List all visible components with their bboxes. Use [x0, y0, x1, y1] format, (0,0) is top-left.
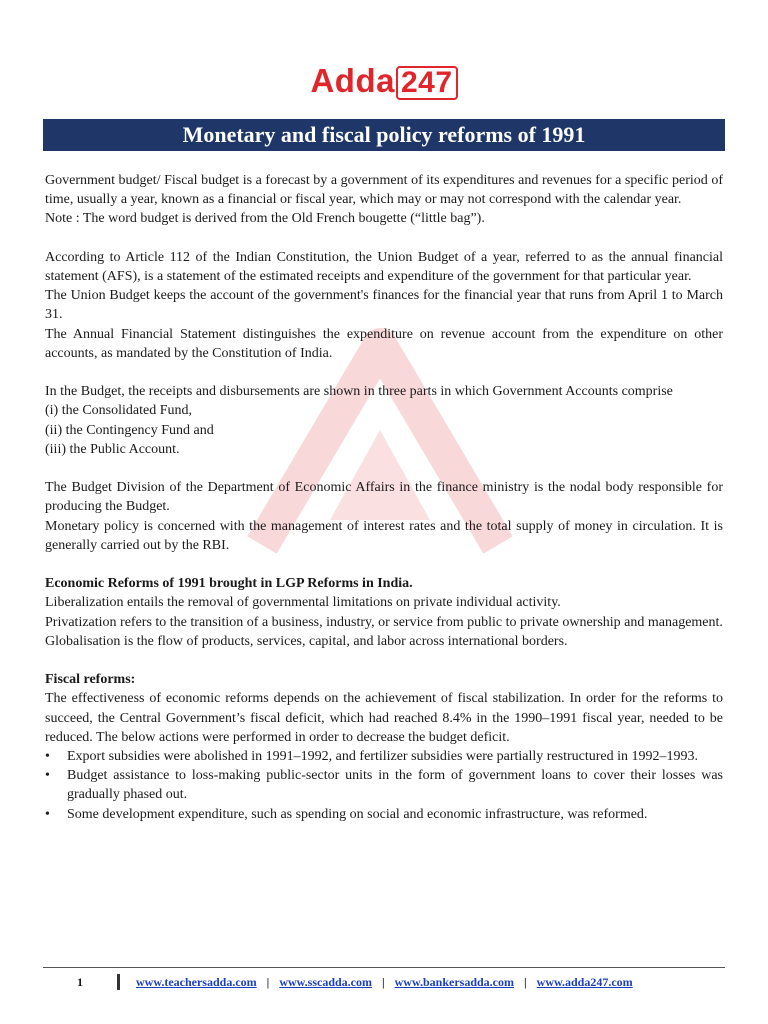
- document-body: [45, 171, 723, 824]
- page-title: Monetary and fiscal policy reforms of 1991: [43, 119, 725, 151]
- paragraph: (ii) the Contingency Fund and: [45, 422, 214, 438]
- paragraph: The Union Budget keeps the account of the government's finances for the financial year that runs from April 1 to March 31.: [45, 288, 723, 323]
- list-item: • Budget assistance to loss-making public-sector units in the form of government loans to cover their losses was gradually phased out.: [45, 766, 723, 804]
- footer-link-bankersadda[interactable]: www.bankersadda.com: [394, 974, 514, 989]
- logo-text: Adda: [310, 62, 395, 99]
- footer-divider: [43, 967, 725, 968]
- footer-link-teachersadda[interactable]: www.teachersadda.com: [136, 974, 257, 989]
- paragraph: Monetary policy is concerned with the management of interest rates and the total supply of money in circulation. It is generally carried out by the RBI.: [45, 518, 723, 553]
- adda247-logo: [0, 62, 768, 100]
- paragraph: Liberalization entails the removal of governmental limitations on private individual activity.: [45, 595, 561, 611]
- paragraph: In the Budget, the receipts and disbursements are shown in three parts in which Government Accounts comprise: [45, 384, 673, 400]
- section-heading: Economic Reforms of 1991 brought in LGP Reforms in India.: [45, 576, 413, 592]
- paragraph: (i) the Consolidated Fund,: [45, 403, 192, 419]
- section-heading: Fiscal reforms:: [45, 672, 136, 688]
- logo-number: 247: [396, 66, 458, 100]
- footer-separator: |: [524, 974, 527, 989]
- footer-separator: |: [381, 974, 385, 989]
- footer-separator: |: [266, 974, 270, 989]
- footer-link-sscadda[interactable]: www.sscadda.com: [279, 974, 372, 989]
- footer-bar: [117, 974, 120, 990]
- paragraph: The Annual Financial Statement distinguishes the expenditure on revenue account from the expenditure on other accounts, as mandated by the Constitution of India.: [45, 326, 723, 361]
- paragraph: The Budget Division of the Department of Economic Affairs in the finance ministry is the nodal body responsible for producing the Budget.: [45, 480, 723, 515]
- page-number: 1: [77, 974, 83, 989]
- list-item: • Some development expenditure, such as spending on social and economic infrastructure, was reformed.: [45, 805, 723, 824]
- footer-link-adda247[interactable]: www.adda247.com: [536, 974, 633, 989]
- paragraph: Government budget/ Fiscal budget is a forecast by a government of its expenditures and revenues for a specific period of time, usually a year, known as a financial or fiscal year, which may or may not correspond with the calendar year.: [45, 173, 723, 208]
- list-item: • Export subsidies were abolished in 1991–1992, and fertilizer subsidies were partially restructured in 1992–1993.: [45, 747, 723, 766]
- paragraph: Globalisation is the flow of products, services, capital, and labor across international borders.: [45, 633, 568, 649]
- paragraph: Privatization refers to the transition of a business, industry, or service from public to private ownership and management.: [45, 614, 723, 630]
- paragraph: Note : The word budget is derived from the Old French bougette (“little bag”).: [45, 211, 485, 227]
- paragraph: According to Article 112 of the Indian Constitution, the Union Budget of a year, referred to as the annual financial statement (AFS), is a statement of the estimated receipts and expenditure of the government for that particular year.: [45, 249, 723, 284]
- bullet-list: [45, 747, 723, 824]
- footer: [43, 973, 725, 991]
- paragraph: (iii) the Public Account.: [45, 441, 180, 457]
- paragraph: The effectiveness of economic reforms depends on the achievement of fiscal stabilization. In order for the reforms to succeed, the Central Government’s fiscal deficit, which had reached 8.4% in the 1990–1991 fiscal year, needed to be reduced. The below actions were performed in order to decrease the budget deficit.: [45, 691, 723, 745]
